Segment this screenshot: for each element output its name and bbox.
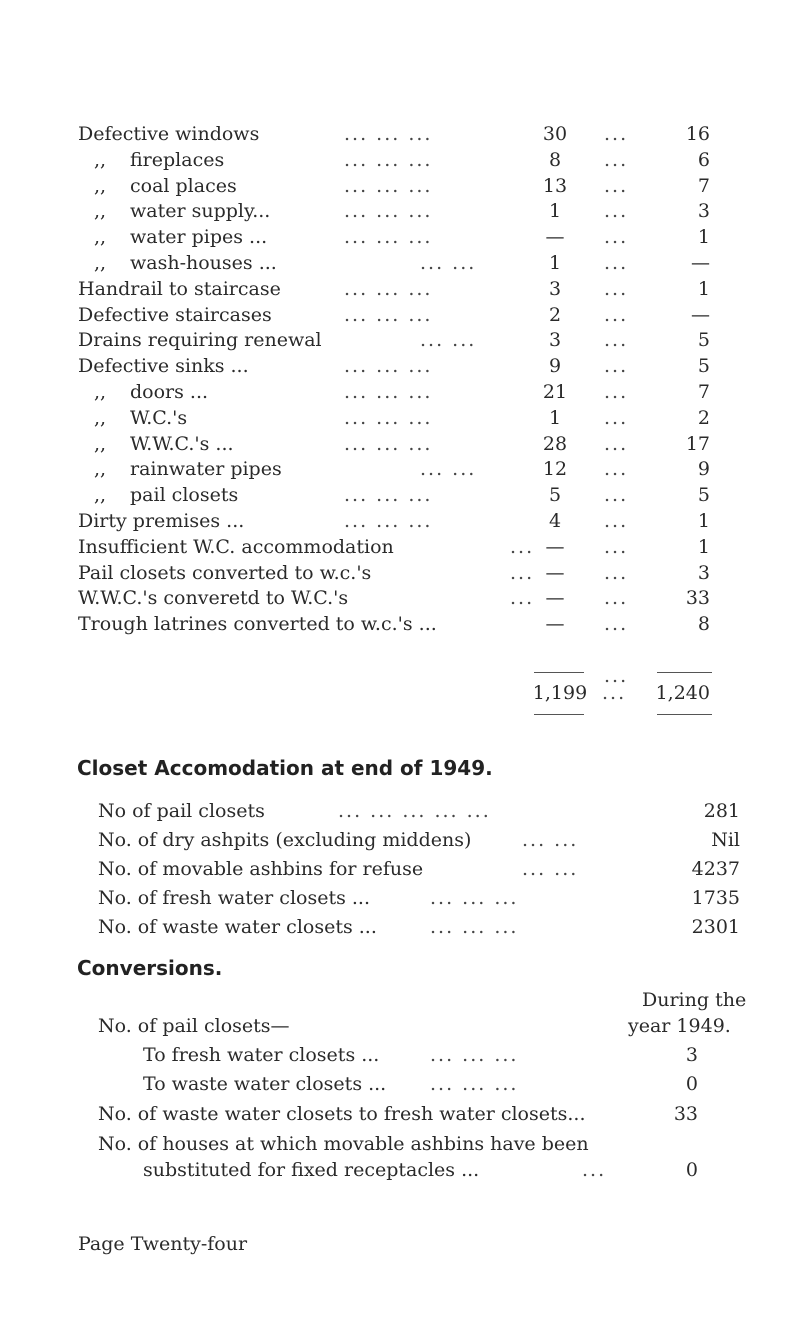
closet-label: No of pail closets bbox=[98, 800, 265, 822]
ditto-mark: ,, bbox=[94, 148, 107, 171]
col-sep-dots: ... bbox=[604, 381, 629, 403]
col-sep-dots: ... bbox=[604, 432, 629, 455]
leader-dots: ... ... ... bbox=[344, 123, 433, 145]
leader-dots: ... ... ... bbox=[344, 406, 433, 429]
total-value-1: 1,199 bbox=[532, 682, 588, 704]
defect-label: Defective staircases bbox=[78, 303, 272, 326]
ditto-mark: ,, bbox=[94, 252, 107, 274]
leader-dots: ... ... ... bbox=[430, 1044, 519, 1066]
defect-value-1: 5 bbox=[548, 484, 562, 507]
total-rule-bottom-2 bbox=[657, 714, 712, 715]
defect-value-2: 1 bbox=[697, 535, 710, 558]
defect-value-2: 3 bbox=[697, 561, 710, 584]
defect-value-2: 3 bbox=[697, 200, 710, 223]
leader-dots: ... ... ... bbox=[430, 916, 519, 938]
leader-dots: ... ... ... bbox=[430, 1073, 519, 1095]
total-rule-top-1 bbox=[534, 672, 584, 673]
col-sep-dots: ... bbox=[604, 200, 629, 223]
ditto-mark: ,, bbox=[94, 406, 107, 429]
defect-value-2: 5 bbox=[697, 484, 710, 507]
total-rule-top-2 bbox=[657, 672, 712, 673]
defect-value-1: 30 bbox=[542, 123, 568, 145]
leader-dots: ... ... bbox=[522, 858, 579, 880]
defect-value-2: 1 bbox=[697, 226, 710, 249]
defect-value-1: — bbox=[545, 587, 565, 610]
col-sep-dots: ... bbox=[604, 613, 629, 636]
defect-label: Defective sinks ... bbox=[78, 355, 249, 378]
col-sep-dots: ... bbox=[604, 174, 629, 197]
defect-value-2: — bbox=[691, 252, 710, 274]
ditto-mark: ,, bbox=[94, 458, 107, 481]
col-sep-dots: ... bbox=[604, 148, 629, 171]
defect-label: water pipes ... bbox=[130, 226, 268, 249]
col-sep-dots: ... bbox=[604, 587, 629, 610]
col-head-during: During the bbox=[642, 989, 747, 1011]
col-sep-dots: ... bbox=[604, 535, 629, 558]
col-sep-dots: ... bbox=[604, 355, 629, 378]
defect-value-2: 7 bbox=[697, 174, 710, 197]
pail-closets-label: No. of pail closets— bbox=[98, 1015, 290, 1037]
leader-dots: ... bbox=[510, 535, 535, 558]
col-sep-dots: ... bbox=[604, 561, 629, 584]
total-rule-bottom-1 bbox=[534, 714, 584, 715]
leader-dots: ... ... ... bbox=[344, 277, 433, 300]
leader-dots: ... ... ... bbox=[344, 174, 433, 197]
leader-dots: ... ... ... ... ... bbox=[338, 800, 491, 822]
ditto-mark: ,, bbox=[94, 174, 107, 197]
defect-value-2: 2 bbox=[697, 406, 710, 429]
defect-value-1: 4 bbox=[548, 510, 562, 532]
defect-value-1: — bbox=[545, 226, 565, 249]
defect-label: Handrail to staircase bbox=[78, 277, 281, 300]
defect-value-2: 17 bbox=[685, 432, 710, 455]
defect-label: rainwater pipes bbox=[130, 458, 282, 481]
defect-label: W.W.C.'s converetd to W.C.'s bbox=[78, 587, 349, 610]
defect-label: doors ... bbox=[130, 381, 209, 403]
closet-value: 281 bbox=[703, 800, 740, 822]
closet-value: Nil bbox=[711, 829, 740, 851]
col-sep-dots: ... bbox=[604, 252, 629, 274]
leader-dots: ... bbox=[510, 587, 535, 610]
defect-label: coal places bbox=[130, 174, 237, 197]
leader-dots: ... ... bbox=[522, 829, 579, 851]
closet-label: No. of waste water closets ... bbox=[98, 916, 377, 938]
conversion-value: 3 bbox=[685, 1044, 698, 1066]
defect-value-1: — bbox=[545, 561, 565, 584]
leader-dots: ... ... ... bbox=[344, 303, 433, 326]
closet-heading: Closet Accomodation at end of 1949. bbox=[77, 756, 493, 780]
closet-label: No. of fresh water closets ... bbox=[98, 887, 370, 909]
defect-label: water supply... bbox=[130, 200, 271, 223]
houses-dots: ... bbox=[582, 1159, 607, 1181]
defect-label: wash-houses ... bbox=[130, 252, 277, 274]
defect-value-1: 3 bbox=[548, 277, 562, 300]
leader-dots: ... bbox=[510, 561, 535, 584]
defect-value-1: — bbox=[545, 613, 565, 636]
defect-value-1: 9 bbox=[548, 355, 562, 378]
conversion-label: To waste water closets ... bbox=[143, 1073, 387, 1095]
closet-label: No. of movable ashbins for refuse bbox=[98, 858, 424, 880]
defect-value-2: — bbox=[691, 303, 710, 326]
defect-value-2: 1 bbox=[697, 510, 710, 532]
ditto-mark: ,, bbox=[94, 226, 107, 249]
col-sep-dots: ... bbox=[604, 303, 629, 326]
col-sep-dots: ... bbox=[604, 484, 629, 507]
ditto-mark: ,, bbox=[94, 381, 107, 403]
conversion-value: 0 bbox=[685, 1073, 698, 1095]
defect-value-1: 21 bbox=[542, 381, 568, 403]
waste-to-fresh-value: 33 bbox=[673, 1103, 698, 1125]
defect-label: Insufficient W.C. accommodation bbox=[78, 535, 394, 558]
defect-label: Pail closets converted to w.c.'s bbox=[78, 561, 372, 584]
leader-dots: ... ... ... bbox=[344, 355, 433, 378]
leader-dots: ... ... ... bbox=[344, 200, 433, 223]
col-head-year: year 1949. bbox=[628, 1015, 731, 1037]
ditto-mark: ,, bbox=[94, 432, 107, 455]
leader-dots: ... ... bbox=[420, 458, 477, 481]
leader-dots: ... ... ... bbox=[344, 148, 433, 171]
defect-value-1: 28 bbox=[542, 432, 568, 455]
leader-dots: ... ... ... bbox=[344, 510, 433, 532]
col-sep-dots: ... bbox=[604, 510, 629, 532]
defect-value-2: 7 bbox=[697, 381, 710, 403]
page-footer: Page Twenty-four bbox=[78, 1233, 248, 1255]
leader-dots: ... ... bbox=[420, 329, 477, 352]
defect-value-2: 1 bbox=[697, 277, 710, 300]
defect-value-1: 3 bbox=[548, 329, 562, 352]
defect-value-2: 5 bbox=[697, 329, 710, 352]
leader-dots: ... ... ... bbox=[344, 484, 433, 507]
defect-value-1: 1 bbox=[548, 200, 562, 223]
closet-value: 4237 bbox=[691, 858, 740, 880]
leader-dots: ... ... bbox=[420, 252, 477, 274]
defect-label: W.C.'s bbox=[130, 406, 188, 429]
ditto-mark: ,, bbox=[94, 484, 107, 507]
closet-value: 1735 bbox=[691, 887, 740, 909]
col-sep-dots: ... bbox=[604, 458, 629, 481]
defect-value-2: 6 bbox=[697, 148, 710, 171]
defect-label: Dirty premises ... bbox=[78, 510, 245, 532]
waste-to-fresh-label: No. of waste water closets to fresh water closets... bbox=[98, 1103, 586, 1125]
conversion-label: To fresh water closets ... bbox=[143, 1044, 380, 1066]
houses-label-1: No. of houses at which movable ashbins have been bbox=[98, 1133, 589, 1155]
col-sep-dots: ... bbox=[604, 329, 629, 352]
sep-dots: ... bbox=[604, 665, 629, 687]
conversions-heading: Conversions. bbox=[77, 956, 223, 980]
defect-value-1: 13 bbox=[542, 174, 568, 197]
defect-value-2: 8 bbox=[697, 613, 710, 636]
defect-label: W.W.C.'s ... bbox=[130, 432, 234, 455]
defect-value-1: 12 bbox=[542, 458, 568, 481]
leader-dots: ... ... ... bbox=[344, 432, 433, 455]
defect-label: fireplaces bbox=[130, 148, 225, 171]
total-value-2: 1,240 bbox=[655, 682, 710, 704]
houses-value: 0 bbox=[685, 1159, 698, 1181]
defect-value-1: 2 bbox=[548, 303, 562, 326]
closet-label: No. of dry ashpits (excluding middens) bbox=[98, 829, 472, 851]
defect-value-2: 33 bbox=[685, 587, 710, 610]
col-sep-dots: ... bbox=[604, 123, 629, 145]
defect-value-1: 1 bbox=[548, 252, 562, 274]
col-sep-dots: ... bbox=[604, 406, 629, 429]
col-sep-dots: ... bbox=[604, 277, 629, 300]
defect-value-2: 5 bbox=[697, 355, 710, 378]
leader-dots: ... ... ... bbox=[344, 226, 433, 249]
totals-dots: ... bbox=[602, 682, 627, 704]
defect-label: Drains requiring renewal bbox=[78, 329, 322, 352]
leader-dots: ... ... ... bbox=[344, 381, 433, 403]
closet-value: 2301 bbox=[691, 916, 740, 938]
defect-label: pail closets bbox=[130, 484, 239, 507]
defect-value-2: 9 bbox=[697, 458, 710, 481]
defect-label: Trough latrines converted to w.c.'s ... bbox=[78, 613, 437, 636]
leader-dots: ... ... ... bbox=[430, 887, 519, 909]
defect-value-2: 16 bbox=[685, 123, 710, 145]
defect-label: Defective windows bbox=[78, 123, 260, 145]
defect-value-1: 8 bbox=[548, 148, 562, 171]
defect-value-1: 1 bbox=[548, 406, 562, 429]
col-sep-dots: ... bbox=[604, 226, 629, 249]
ditto-mark: ,, bbox=[94, 200, 107, 223]
defect-value-1: — bbox=[545, 535, 565, 558]
houses-label-2: substituted for fixed receptacles ... bbox=[143, 1159, 480, 1181]
